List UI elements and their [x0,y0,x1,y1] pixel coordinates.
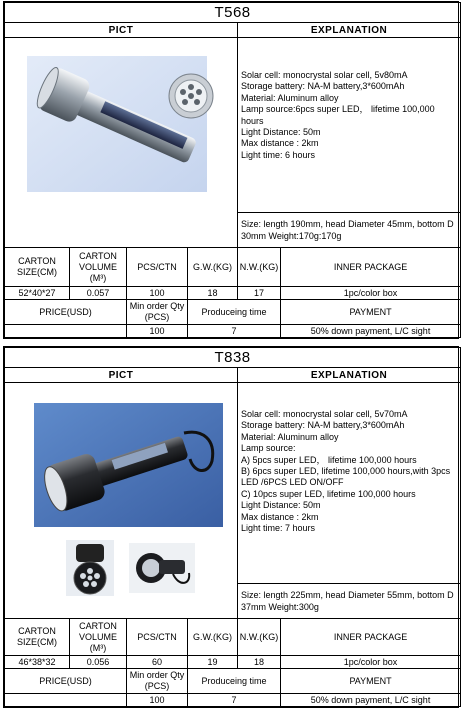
min-order-header: Min order Qty (PCS) [127,669,188,694]
flashlight-head-photo [167,70,215,122]
product-photo-cell [5,38,238,248]
carton-volume-value: 0.057 [70,287,127,300]
pcs-ctn-value: 60 [127,656,188,669]
model-title: T568 [5,3,461,23]
producing-time-header: Produceing time [188,669,281,694]
net-weight-value: 18 [238,656,281,669]
inner-package-value: 1pc/color box [281,287,461,300]
size-text: Size: length 225mm, head Diameter 55mm, bottom D 37mm Weight:300g [238,584,461,619]
min-order-value: 100 [127,694,188,707]
gross-weight-header: G.W.(KG) [188,248,238,287]
pict-header: PICT [5,368,238,383]
gross-weight-value: 19 [188,656,238,669]
explanation-text [238,383,461,584]
carton-size-value: 52*40*27 [5,287,70,300]
gross-weight-value: 18 [188,287,238,300]
feature-lamp-option-b: B) 6pcs super LED, lifetime 100,000 hours,with 3pcs LED /6PCS LED ON/OFF [241,466,451,488]
feature-lamp-source: Lamp source:6pcs super LED， lifetime 100,000 hours [241,104,435,126]
feature-light-distance: Light Distance: 50m [241,127,321,138]
inner-package-header: INNER PACKAGE [281,619,461,656]
gross-weight-header: G.W.(KG) [188,619,238,656]
feature-max-distance: Max distance : 2km [241,511,319,522]
carton-size-header: CARTON SIZE(CM) [5,619,70,656]
payment-header: PAYMENT [281,300,461,325]
feature-lamp-option-a: A) 5pcs super LED， lifetime 100,000 hours [241,454,417,465]
price-header: PRICE(USD) [5,300,127,325]
feature-material: Material: Aluminum alloy [241,431,339,442]
size-text: Size: length 190mm, head Diameter 45mm, bottom D 30mm Weight:170g:170g [238,213,461,248]
net-weight-header: N.W.(KG) [238,248,281,287]
carton-volume-value: 0.056 [70,656,127,669]
producing-time-header: Produceing time [188,300,281,325]
pcs-ctn-value: 100 [127,287,188,300]
feature-light-time: Light time: 6 hours [241,149,316,160]
feature-solar-cell: Solar cell: monocrystal solar cell, 5v70mA [241,409,408,419]
explanation-header: EXPLANATION [238,368,461,383]
payment-header: PAYMENT [281,669,461,694]
pcs-ctn-header: PCS/CTN [127,619,188,656]
payment-value: 50% down payment, L/C sight [281,694,461,707]
carton-volume-header: CARTON VOLUME (M³) [70,248,127,287]
payment-value: 50% down payment, L/C sight [281,325,461,338]
pcs-ctn-header: PCS/CTN [127,248,188,287]
product-photo-cell [5,383,238,619]
feature-light-distance: Light Distance: 50m [241,500,321,511]
led-head-thumbnail [66,540,114,596]
product-sheet-t838 [3,346,459,708]
inner-package-header: INNER PACKAGE [281,248,461,287]
price-value [5,325,127,338]
producing-time-value: 7 [188,694,281,707]
flashlight-side-thumbnail [129,543,195,593]
pict-header: PICT [5,23,238,38]
min-order-value: 100 [127,325,188,338]
inner-package-value: 1pc/color box [281,656,461,669]
feature-battery: Storage battery: NA-M battery,3*600mAh [241,420,405,431]
price-header: PRICE(USD) [5,669,127,694]
price-value [5,694,127,707]
explanation-header: EXPLANATION [238,23,461,38]
feature-lamp-option-c: C) 10pcs super LED, lifetime 100,000 hours [241,488,416,499]
feature-solar-cell: Solar cell: monocrystal solar cell, 5v80mA [241,70,408,80]
min-order-header: Min order Qty (PCS) [127,300,188,325]
flashlight-photo [34,403,223,527]
feature-lamp-source: Lamp source: [241,443,296,454]
net-weight-value: 17 [238,287,281,300]
feature-max-distance: Max distance : 2km [241,138,319,149]
carton-size-value: 46*38*32 [5,656,70,669]
feature-battery: Storage battery: NA-M battery,3*600mAh [241,81,405,92]
product-sheet-t568 [3,1,459,339]
feature-material: Material: Aluminum alloy [241,92,339,103]
feature-light-time: Light time: 7 hours [241,523,316,534]
carton-volume-header: CARTON VOLUME (M³) [70,619,127,656]
explanation-text [238,38,461,213]
model-title: T838 [5,348,461,368]
producing-time-value: 7 [188,325,281,338]
net-weight-header: N.W.(KG) [238,619,281,656]
carton-size-header: CARTON SIZE(CM) [5,248,70,287]
